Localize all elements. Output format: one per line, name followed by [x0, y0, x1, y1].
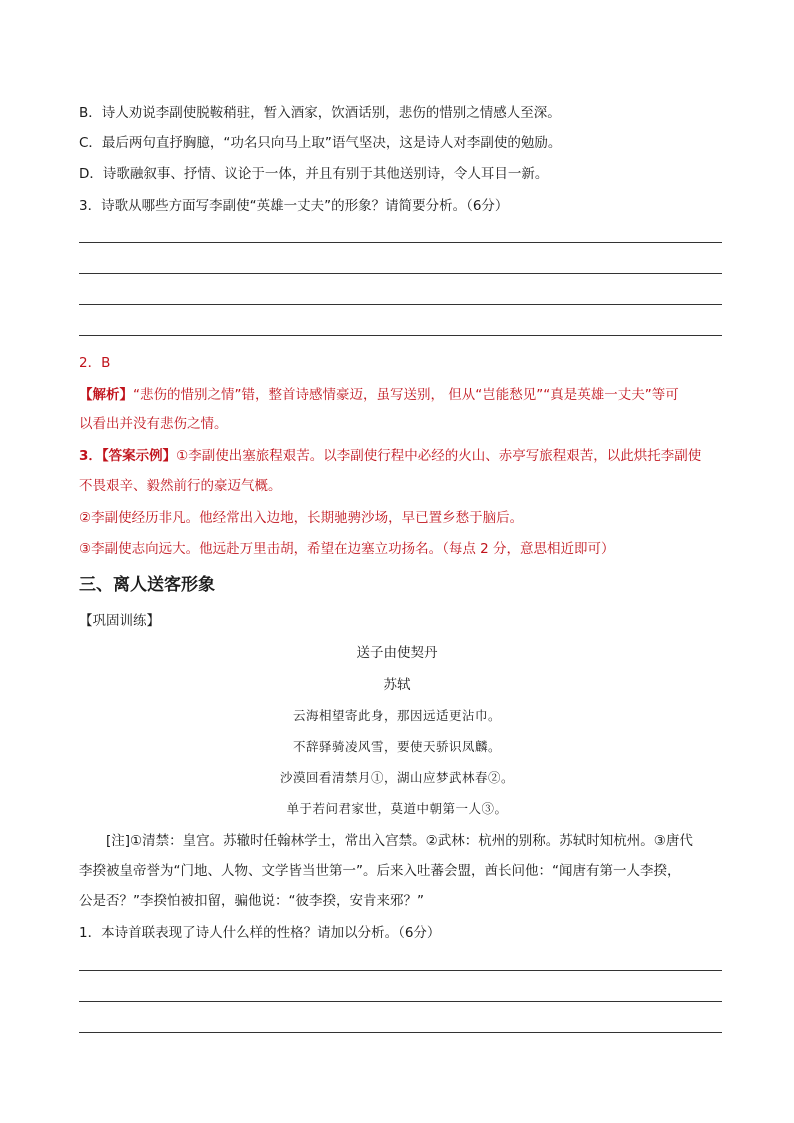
poem-author: 苏轼 [383, 677, 411, 693]
question-1: 1．本诗首联表现了诗人什么样的性格？请加以分析。（6分） [79, 925, 441, 941]
answer-3-text: ①李副使出塞旅程艰苦。以李副使行程中必经的火山、赤亭写旅程艰苦，以此烘托李副使 [176, 448, 702, 464]
question-3: 3．诗歌从哪些方面写李副使“英雄一丈夫”的形象？请简要分析。（6分） [79, 198, 509, 214]
answer-line [79, 970, 722, 971]
note-line-1: [注]①清禁：皇宫。苏辙时任翰林学士，常出入宫禁。②武林：杭州的别称。苏轼时知杭州。③唐代 [106, 833, 693, 849]
answer-line [79, 242, 722, 243]
answer-line [79, 335, 722, 336]
analysis-line-1 [79, 385, 679, 405]
analysis-text: “悲伤的惜别之情”错，整首诗感情豪迈，虽写送别， 但从“岂能愁见”“真是英雄一丈夫”等可 [133, 387, 679, 403]
answer-3-line-4: ③李副使志向远大。他远赴万里击胡，希望在边塞立功扬名。（每点 2 分，意思相近即可） [79, 541, 615, 557]
poem-line: 不辞驿骑凌风雪，要使天骄识凤麟。 [292, 739, 501, 754]
poem-line: 云海相望寄此身，那因远适更沾巾。 [292, 708, 501, 723]
answer-2: 2．B [79, 355, 111, 371]
poem-line: 单于若问君家世，莫道中朝第一人③。 [286, 801, 508, 816]
analysis-tag: 【解析】 [79, 387, 133, 403]
option-c: C．最后两句直抒胸臆，“功名只向马上取”语气坚决，这是诗人对李副使的勉励。 [79, 135, 562, 151]
answer-3-line-1 [79, 446, 701, 466]
option-d: D．诗歌融叙事、抒情、议论于一体，并且有别于其他送别诗，令人耳目一新。 [79, 166, 549, 182]
poem-title: 送子由使契丹 [356, 645, 438, 661]
poem-line: 沙漠回看清禁月①，湖山应梦武林春②。 [279, 770, 514, 785]
analysis-line-2: 以看出并没有悲伤之情。 [79, 416, 228, 432]
answer-line [79, 273, 722, 274]
note-line-3: 公是否？”李揆怕被扣留，骗他说：“彼李揆，安肯来邪？” [79, 893, 424, 909]
option-b: B．诗人劝说李副使脱鞍稍驻，暂入酒家，饮酒话别，悲伤的惜别之情感人至深。 [79, 105, 561, 121]
answer-3-prefix: 3．【答案示例】 [79, 448, 177, 464]
note-line-2: 李揆被皇帝誉为“门地、人物、文学皆当世第一”。后来入吐蕃会盟，酋长问他：“闻唐有第一人李揆， [79, 863, 681, 879]
practice-label: 【巩固训练】 [79, 613, 160, 629]
section-heading: 三、离人送客形象 [79, 575, 215, 595]
answer-line [79, 1001, 722, 1002]
answer-3-line-2: 不畏艰辛、毅然前行的豪迈气概。 [79, 478, 282, 494]
answer-line [79, 1032, 722, 1033]
answer-line [79, 304, 722, 305]
answer-3-line-3: ②李副使经历非凡。他经常出入边地，长期驰骋沙场，早已置乡愁于脑后。 [79, 510, 524, 526]
